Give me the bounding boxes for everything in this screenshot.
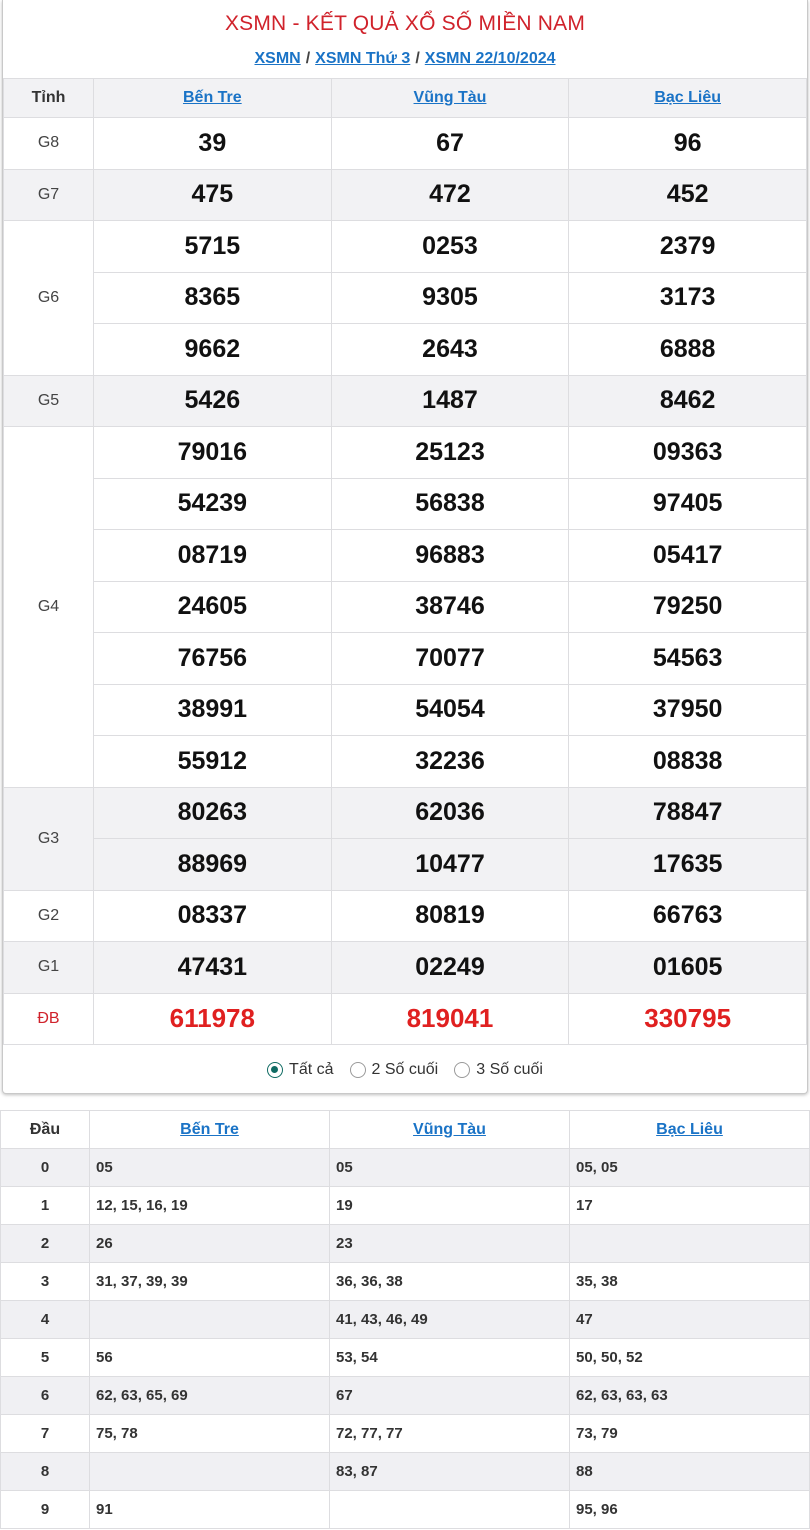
prize-row: [4, 530, 807, 582]
loto-row: [1, 1377, 810, 1415]
loto-dau: 0: [1, 1149, 90, 1187]
prize-number: 96883: [331, 530, 569, 582]
prize-number: 08719: [94, 530, 332, 582]
prize-number: 79250: [569, 581, 807, 633]
loto-row: [1, 1187, 810, 1225]
loto-values: 41, 43, 46, 49: [330, 1301, 570, 1339]
loto-dau: 6: [1, 1377, 90, 1415]
loto-values: 62, 63, 65, 69: [90, 1377, 330, 1415]
prize-label: G7: [4, 169, 94, 221]
prize-label: G6: [4, 221, 94, 376]
prize-row: [4, 839, 807, 891]
prize-number: 96: [569, 118, 807, 170]
prize-label: G3: [4, 787, 94, 890]
prize-number: 62036: [331, 787, 569, 839]
filter-2-digits-label: 2 Số cuối: [371, 1061, 439, 1078]
loto-body: [1, 1149, 810, 1529]
loto-dau: 7: [1, 1415, 90, 1453]
results-table: [3, 78, 807, 1045]
filter-all[interactable]: [267, 1061, 333, 1079]
loto-row: [1, 1149, 810, 1187]
loto-province-link-vung-tau[interactable]: Vũng Tàu: [413, 1120, 486, 1138]
prize-number: 10477: [331, 839, 569, 891]
loto-values: 05: [90, 1149, 330, 1187]
loto-values: [570, 1225, 810, 1263]
loto-col-header: [330, 1111, 570, 1149]
prize-number: 8462: [569, 375, 807, 427]
loto-values: 56: [90, 1339, 330, 1377]
prize-row: [4, 890, 807, 942]
prize-number: 611978: [94, 993, 332, 1045]
loto-values: 26: [90, 1225, 330, 1263]
prize-number: 88969: [94, 839, 332, 891]
results-header-row: [4, 79, 807, 118]
loto-dau: 1: [1, 1187, 90, 1225]
radio-checked-icon[interactable]: [267, 1062, 283, 1078]
prize-number: 54054: [331, 684, 569, 736]
loto-province-link-ben-tre[interactable]: Bến Tre: [180, 1120, 239, 1138]
prize-number: 54563: [569, 633, 807, 685]
prize-number: 25123: [331, 427, 569, 479]
loto-values: 35, 38: [570, 1263, 810, 1301]
loto-values: 53, 54: [330, 1339, 570, 1377]
breadcrumb-date[interactable]: XSMN 22/10/2024: [424, 50, 556, 67]
loto-dau: 5: [1, 1339, 90, 1377]
loto-row: [1, 1415, 810, 1453]
loto-row: [1, 1339, 810, 1377]
loto-row: [1, 1225, 810, 1263]
prize-row: [4, 478, 807, 530]
breadcrumb: XSMN / XSMN Thứ 3 / XSMN 22/10/2024: [254, 50, 556, 67]
loto-header-row: [1, 1111, 810, 1149]
prize-number: 5715: [94, 221, 332, 273]
loto-values: 36, 36, 38: [330, 1263, 570, 1301]
loto-dau: 9: [1, 1491, 90, 1529]
loto-values: 73, 79: [570, 1415, 810, 1453]
loto-dau: 2: [1, 1225, 90, 1263]
prize-row: [4, 787, 807, 839]
prize-row: [4, 118, 807, 170]
loto-col-header: [570, 1111, 810, 1149]
loto-values: [90, 1301, 330, 1339]
prize-row: [4, 221, 807, 273]
loto-values: 67: [330, 1377, 570, 1415]
prize-row: [4, 581, 807, 633]
radio-unchecked-icon[interactable]: [350, 1062, 366, 1078]
loto-values: 62, 63, 63, 63: [570, 1377, 810, 1415]
loto-dau: 3: [1, 1263, 90, 1301]
loto-values: 91: [90, 1491, 330, 1529]
prize-row: [4, 633, 807, 685]
breadcrumb-xsmn[interactable]: XSMN: [254, 50, 301, 67]
prize-number: 80819: [331, 890, 569, 942]
col-header-dau: Đầu: [1, 1111, 90, 1149]
loto-values: 95, 96: [570, 1491, 810, 1529]
prize-number: 05417: [569, 530, 807, 582]
prize-number: 38991: [94, 684, 332, 736]
prize-number: 819041: [331, 993, 569, 1045]
prize-number: 55912: [94, 736, 332, 788]
prize-number: 1487: [331, 375, 569, 427]
prize-row: [4, 427, 807, 479]
prize-number: 80263: [94, 787, 332, 839]
loto-values: [90, 1453, 330, 1491]
province-link-vung-tau[interactable]: Vũng Tàu: [413, 89, 487, 106]
prize-number: 79016: [94, 427, 332, 479]
loto-values: 05, 05: [570, 1149, 810, 1187]
prize-number: 472: [331, 169, 569, 221]
prize-number: 66763: [569, 890, 807, 942]
prize-label: ĐB: [4, 993, 94, 1045]
prize-row: [4, 169, 807, 221]
loto-row: [1, 1301, 810, 1339]
filter-all-label: Tất cả: [289, 1061, 334, 1078]
prize-number: 97405: [569, 478, 807, 530]
col-header-province: [569, 79, 807, 118]
prize-number: 475: [94, 169, 332, 221]
loto-values: 75, 78: [90, 1415, 330, 1453]
prize-number: 76756: [94, 633, 332, 685]
prize-number: 37950: [569, 684, 807, 736]
prize-number: 01605: [569, 942, 807, 994]
loto-table: [0, 1110, 810, 1529]
col-header-province: [331, 79, 569, 118]
loto-dau: 4: [1, 1301, 90, 1339]
loto-values: 83, 87: [330, 1453, 570, 1491]
province-link-ben-tre[interactable]: Bến Tre: [182, 89, 242, 106]
prize-number: 9305: [331, 272, 569, 324]
prize-number: 2379: [569, 221, 807, 273]
filter-3-digits[interactable]: [454, 1061, 543, 1079]
prize-number: 08337: [94, 890, 332, 942]
loto-values: 05: [330, 1149, 570, 1187]
prize-number: 6888: [569, 324, 807, 376]
loto-row: [1, 1263, 810, 1301]
prize-number: 32236: [331, 736, 569, 788]
digit-filter: [3, 1045, 807, 1095]
prize-number: 330795: [569, 993, 807, 1045]
prize-label: G4: [4, 427, 94, 788]
prize-number: 452: [569, 169, 807, 221]
prize-label: G5: [4, 375, 94, 427]
col-header-province: [94, 79, 332, 118]
loto-values: 31, 37, 39, 39: [90, 1263, 330, 1301]
province-link-bac-lieu[interactable]: Bạc Liêu: [654, 89, 721, 106]
loto-values: 72, 77, 77: [330, 1415, 570, 1453]
prize-number: 39: [94, 118, 332, 170]
prize-number: 08838: [569, 736, 807, 788]
loto-row: [1, 1491, 810, 1529]
prize-label: G2: [4, 890, 94, 942]
prize-number: 09363: [569, 427, 807, 479]
results-card: [2, 0, 808, 1094]
breadcrumb-xsmn-thu3[interactable]: XSMN Thứ 3: [315, 50, 411, 67]
prize-number: 38746: [331, 581, 569, 633]
page-title: XSMN - KẾT QUẢ XỔ SỐ MIỀN NAM: [224, 12, 586, 35]
prize-number: 9662: [94, 324, 332, 376]
loto-dau: 8: [1, 1453, 90, 1491]
prize-number: 70077: [331, 633, 569, 685]
loto-values: 88: [570, 1453, 810, 1491]
filter-3-digits-label: 3 Số cuối: [476, 1061, 543, 1078]
loto-values: 12, 15, 16, 19: [90, 1187, 330, 1225]
prize-number: 5426: [94, 375, 332, 427]
prize-label: G8: [4, 118, 94, 170]
prize-row: [4, 324, 807, 376]
radio-unchecked-icon[interactable]: [454, 1062, 470, 1078]
prize-row: [4, 684, 807, 736]
prize-number: 56838: [331, 478, 569, 530]
prize-number: 3173: [569, 272, 807, 324]
loto-col-header: [90, 1111, 330, 1149]
loto-values: 47: [570, 1301, 810, 1339]
prize-row: [4, 736, 807, 788]
prize-row: [4, 993, 807, 1045]
prize-number: 17635: [569, 839, 807, 891]
prize-row: [4, 942, 807, 994]
loto-values: 23: [330, 1225, 570, 1263]
loto-values: 19: [330, 1187, 570, 1225]
prize-number: 67: [331, 118, 569, 170]
filter-2-digits[interactable]: [350, 1061, 439, 1079]
prize-row: [4, 272, 807, 324]
col-header-tinh: Tỉnh: [4, 79, 94, 118]
loto-province-link-bac-lieu[interactable]: Bạc Liêu: [656, 1120, 723, 1138]
prize-label: G1: [4, 942, 94, 994]
loto-values: 17: [570, 1187, 810, 1225]
prize-number: 2643: [331, 324, 569, 376]
prize-number: 47431: [94, 942, 332, 994]
prize-number: 54239: [94, 478, 332, 530]
results-body: [4, 118, 807, 1045]
prize-number: 8365: [94, 272, 332, 324]
prize-number: 02249: [331, 942, 569, 994]
loto-values: 50, 50, 52: [570, 1339, 810, 1377]
prize-number: 78847: [569, 787, 807, 839]
loto-row: [1, 1453, 810, 1491]
prize-number: 24605: [94, 581, 332, 633]
prize-number: 0253: [331, 221, 569, 273]
loto-values: [330, 1491, 570, 1529]
prize-row: [4, 375, 807, 427]
